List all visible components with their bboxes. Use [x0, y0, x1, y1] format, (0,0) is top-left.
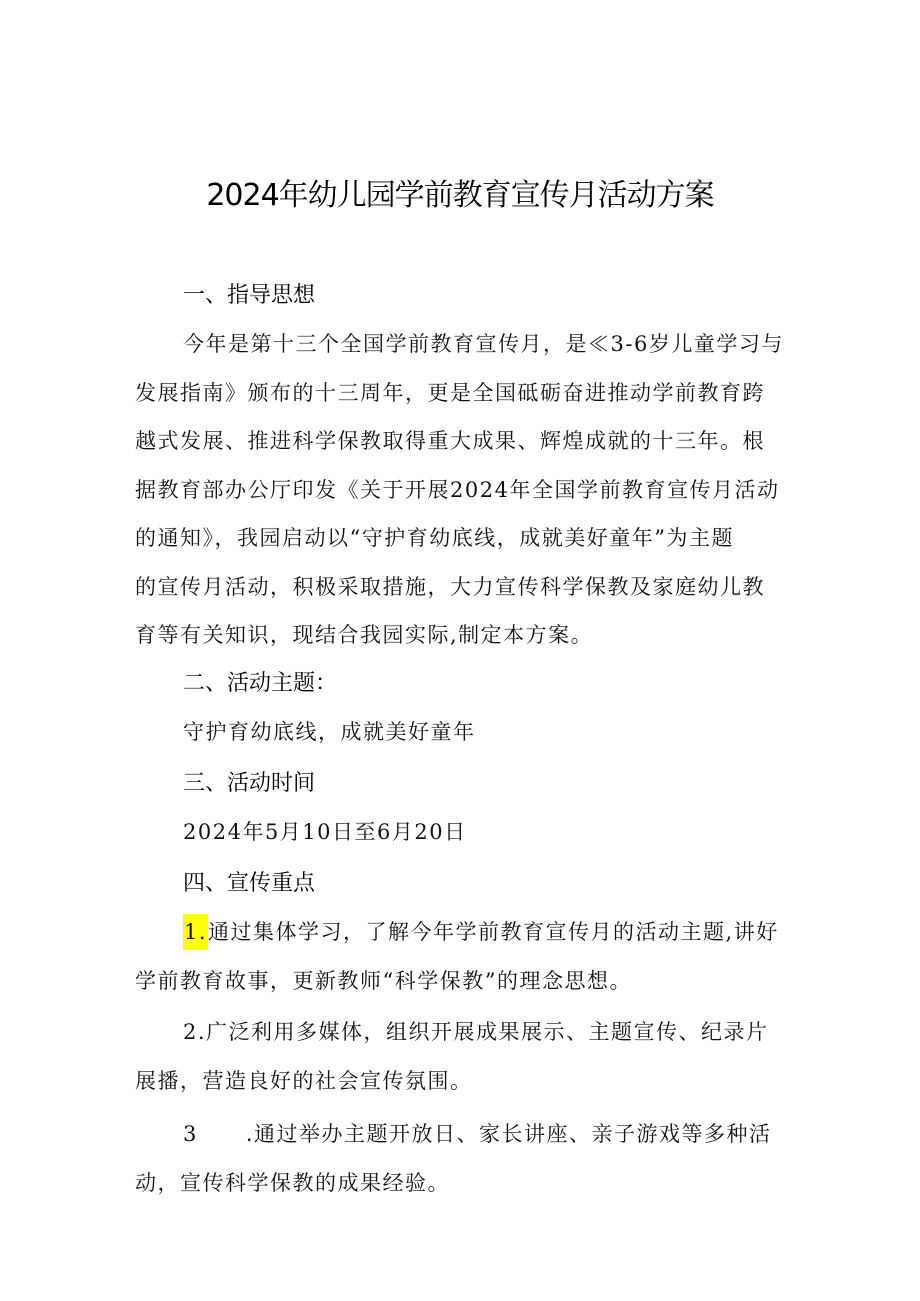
paragraph-line: 育等有关知识，现结合我园实际,制定本方案。	[135, 623, 594, 647]
focus-item-text: 通过集体学习，了解今年学前教育宣传月的活动主题,讲好	[208, 920, 779, 944]
paragraph-line: 今年是第十三个全国学前教育宣传月，是≪3-6岁儿童学习与	[183, 332, 784, 356]
section-heading-activity-theme: 二、活动主题：	[183, 671, 338, 696]
item-number: 3	[183, 1122, 198, 1146]
paragraph-line: 据教育部办公厅印发《关于开展2024年全国学前教育宣传月活动	[135, 477, 780, 502]
focus-item-text: 动，宣传科学保教的成果经验。	[135, 1170, 450, 1195]
paragraph-line: 越式发展、推进科学保教取得重大成果、辉煌成就的十三年。根	[135, 429, 765, 453]
focus-item-1	[135, 908, 795, 1005]
highlighted-number: 1.	[183, 914, 208, 950]
item-number: 2	[183, 1020, 198, 1044]
activity-time-text: 2024年5月10日至6月20日	[183, 820, 467, 844]
focus-item-text: .通过举办主题开放日、家长讲座、亲子游戏等多种活	[245, 1122, 772, 1146]
focus-item-3	[135, 1110, 795, 1207]
document-title: 2024年幼儿园学前教育宣传月活动方案	[206, 178, 714, 213]
section-heading-publicity-focus: 四、宣传重点	[183, 871, 316, 896]
focus-item-text: 展播，营造良好的社会宣传氛围。	[135, 1068, 473, 1093]
paragraph-line: 发展指南》颁布的十三周年，更是全国砥砺奋进推动学前教育跨	[135, 380, 765, 405]
activity-theme-text: 守护育幼底线，成就美好童年	[183, 720, 476, 744]
paragraph-line: 的通知》，我园启动以“守护育幼底线，成就美好童年”为主题	[135, 526, 734, 550]
focus-item-2	[135, 1008, 795, 1105]
paragraph-line: 的宣传月活动，积极采取措施，大力宣传科学保教及家庭幼儿教	[135, 574, 765, 599]
section-heading-activity-time: 三、活动时间	[183, 771, 316, 796]
section-heading-guiding-ideology: 一、指导思想	[183, 283, 316, 308]
focus-item-text: 学前教育故事，更新教师“科学保教”的理念思想。	[135, 968, 632, 993]
guiding-ideology-paragraph	[135, 320, 795, 660]
focus-item-text: .广泛利用多媒体，组织开展成果展示、主题宣传、纪录片	[197, 1020, 769, 1044]
